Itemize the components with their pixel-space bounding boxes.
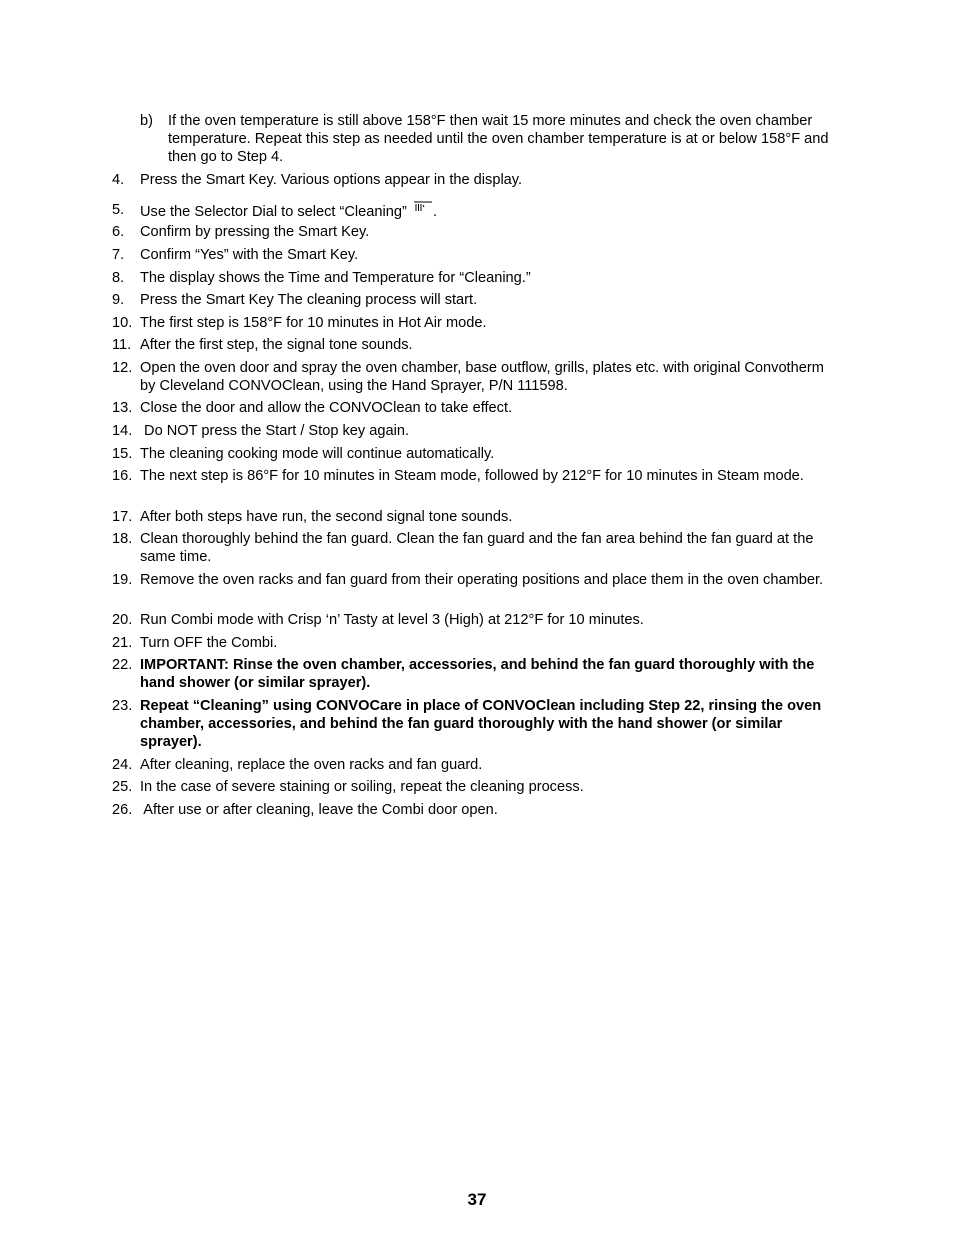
step-text: Turn OFF the Combi. [140,635,278,651]
step-number: 8. [112,270,125,286]
step-number: 16. [112,468,133,484]
step-text: Open the oven door and spray the oven chamber, base outflow, grills, plates etc. with original Convotherm by Cleveland CONVOClean, using the Hand Sprayer, P/N 111598. [140,360,824,394]
step-21 [112,634,837,652]
sub-item-text: If the oven temperature is still above 158°F then wait 15 more minutes and check the oven chamber temperature. Repeat this step as needed until the oven chamber temperature is at or below 158°F and then go to Step 4. [168,113,829,165]
step-25 [112,778,837,796]
step-text: Use the Selector Dial to select “Cleaning” [140,204,407,220]
step-23 [112,697,837,751]
step-text: The display shows the Time and Temperature for “Cleaning.” [140,270,531,286]
step-24 [112,756,837,774]
step-text-suffix: . [432,204,437,220]
step-number: 18. [112,531,133,547]
step-text: Confirm by pressing the Smart Key. [140,224,370,240]
step-number: 23. [112,698,133,714]
step-number: 15. [112,446,133,462]
step-text: After both steps have run, the second signal tone sounds. [140,509,513,525]
step-text: Clean thoroughly behind the fan guard. Clean the fan guard and the fan area behind the fan guard at the same time. [140,531,814,565]
step-number: 17. [112,509,133,525]
step-12 [112,359,837,395]
step-text: After the first step, the signal tone sounds. [140,337,413,353]
step-number: 12. [112,360,133,376]
step-18 [112,530,837,566]
step-text: Repeat “Cleaning” using CONVOCare in place of CONVOClean including Step 22, rinsing the oven chamber, accessories, and behind the fan guard thoroughly with the hand shower (or similar sprayer). [140,698,822,750]
step-13 [112,399,837,417]
step-text: The first step is 158°F for 10 minutes in Hot Air mode. [140,315,487,331]
step-text: In the case of severe staining or soiling, repeat the cleaning process. [140,779,584,795]
step-9 [112,291,837,309]
step-number: 6. [112,224,125,240]
step-number: 22. [112,657,133,673]
step-number: 24. [112,757,133,773]
step-text: Confirm “Yes” with the Smart Key. [140,247,359,263]
step-number: 9. [112,292,125,308]
step-14 [112,422,837,440]
step-20 [112,611,837,629]
step-number: 19. [112,572,133,588]
step-text: Press the Smart Key. Various options appear in the display. [140,172,523,188]
step-17 [112,508,837,526]
step-number: 21. [112,635,133,651]
step-text: Do NOT press the Start / Stop key again. [140,423,410,439]
step-11 [112,336,837,354]
step-text: Press the Smart Key The cleaning process will start. [140,292,478,308]
step-text: After cleaning, replace the oven racks and fan guard. [140,757,483,773]
step-number: 11. [112,337,132,353]
step-text: After use or after cleaning, leave the Combi door open. [140,802,498,818]
step-text: IMPORTANT: Rinse the oven chamber, accessories, and behind the fan guard thoroughly with the hand shower (or similar sprayer). [140,657,815,691]
step-text: Remove the oven racks and fan guard from their operating positions and place them in the oven chamber. [140,572,824,588]
step-5 [112,201,837,221]
step-number: 7. [112,247,125,263]
step-number: 25. [112,779,133,795]
page-number: 37 [467,1190,487,1209]
step-7 [112,246,837,264]
step-number: 4. [112,172,125,188]
step-number: 10. [112,315,133,331]
sub-item-label: b) [140,113,153,129]
step-number: 14. [112,423,133,439]
step-text-container [140,201,837,221]
step-26 [112,801,837,819]
cleaning-program-icon [411,201,433,213]
step-22 [112,656,837,692]
step-19 [112,571,837,589]
step-16 [112,467,837,485]
sub-item-b [140,112,830,166]
step-8 [112,269,837,287]
step-text: Run Combi mode with Crisp ‘n’ Tasty at level 3 (High) at 212°F for 10 minutes. [140,612,644,628]
step-number: 13. [112,400,133,416]
step-15 [112,445,837,463]
step-number: 20. [112,612,133,628]
step-10 [112,314,837,332]
step-number: 26. [112,802,133,818]
step-text: The next step is 86°F for 10 minutes in Steam mode, followed by 212°F for 10 minutes in Steam mode. [140,468,804,484]
step-text: Close the door and allow the CONVOClean to take effect. [140,400,513,416]
step-6 [112,223,837,241]
step-4 [112,171,837,189]
step-number: 5. [112,202,125,218]
step-text: The cleaning cooking mode will continue automatically. [140,446,495,462]
